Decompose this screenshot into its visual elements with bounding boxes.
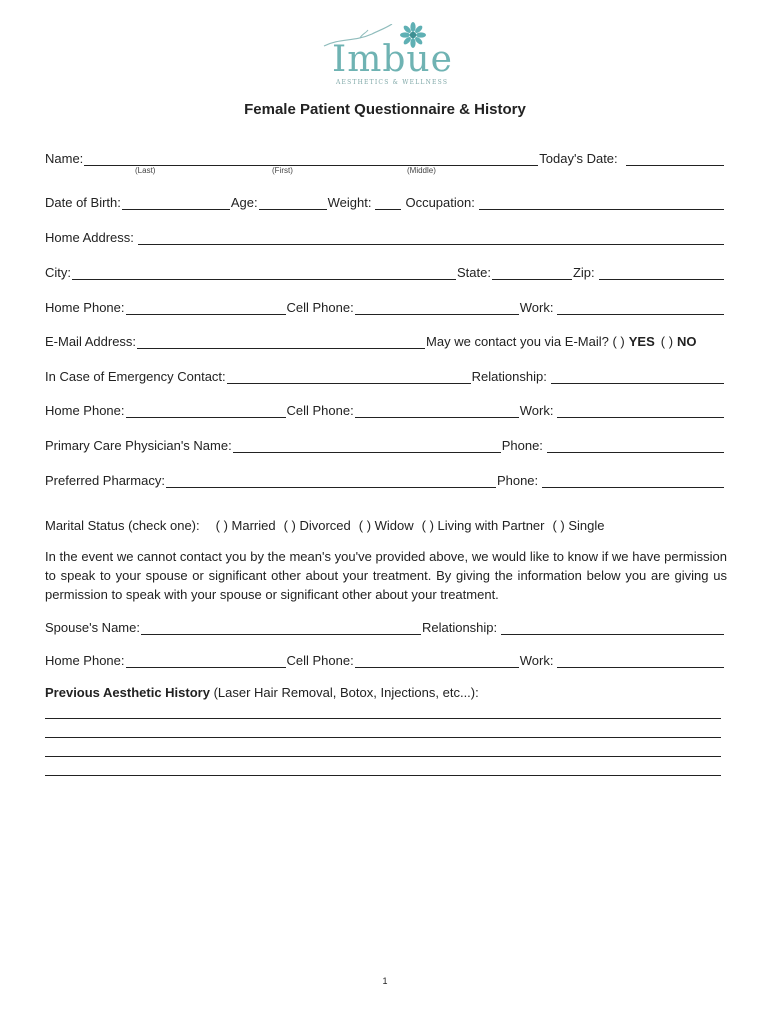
marital-status-row: [45, 513, 725, 533]
phone-row-emergency: [45, 398, 725, 418]
logo-wordmark: Imbue: [332, 39, 453, 80]
cell-phone-field[interactable]: [355, 300, 519, 315]
phone-row-spouse: [45, 648, 725, 668]
emergency-relationship-label: Relationship:: [471, 369, 547, 384]
dob-label: Date of Birth:: [45, 195, 121, 210]
home-phone-label: Home Phone:: [45, 403, 125, 418]
imbue-logo: [320, 22, 453, 88]
physician-row: [45, 433, 725, 453]
email-yes-option[interactable]: YES: [628, 334, 655, 349]
history-line-4[interactable]: [45, 775, 721, 776]
city-label: City:: [45, 265, 71, 280]
page-number: 1: [382, 976, 388, 986]
aesthetic-history-heading: [45, 685, 721, 700]
spouse-relationship-label: Relationship:: [421, 620, 498, 635]
name-label: Name:: [45, 151, 84, 166]
email-field[interactable]: [137, 334, 425, 349]
marital-option-widow[interactable]: ( ) Widow: [358, 518, 414, 533]
dob-field[interactable]: [122, 195, 230, 210]
state-field[interactable]: [492, 265, 572, 280]
email-consent-question: May we contact you via E-Mail? ( ): [426, 334, 625, 349]
age-field[interactable]: [259, 195, 327, 210]
name-row: [45, 146, 725, 166]
zip-field[interactable]: [599, 265, 724, 280]
home-phone-label: Home Phone:: [45, 653, 125, 668]
city-row: [45, 260, 725, 280]
email-no-option[interactable]: NO: [677, 334, 697, 349]
home-phone-field[interactable]: [126, 403, 286, 418]
home-address-field[interactable]: [138, 230, 724, 245]
spouse-row: [45, 615, 725, 635]
phone-row-patient: [45, 295, 725, 315]
spouse-name-field[interactable]: [141, 620, 421, 635]
physician-label: Primary Care Physician's Name:: [45, 438, 232, 453]
aesthetic-history-label: Previous Aesthetic History: [45, 685, 210, 700]
history-line-2[interactable]: [45, 737, 721, 738]
emergency-contact-label: In Case of Emergency Contact:: [45, 369, 226, 384]
home-phone-label: Home Phone:: [45, 300, 125, 315]
city-field[interactable]: [72, 265, 456, 280]
state-label: State:: [457, 265, 491, 280]
cell-phone-label: Cell Phone:: [286, 403, 354, 418]
home-phone-field[interactable]: [126, 300, 286, 315]
page-title: Female Patient Questionnaire & History: [244, 101, 526, 118]
occupation-field[interactable]: [479, 195, 724, 210]
todays-date-label: Today's Date:: [539, 151, 618, 166]
zip-label: Zip:: [572, 265, 595, 280]
occupation-label: Occupation:: [405, 195, 475, 210]
physician-phone-field[interactable]: [547, 438, 724, 453]
home-address-label: Home Address:: [45, 230, 134, 245]
email-row: [45, 329, 725, 349]
birth-row: [45, 190, 725, 210]
weight-field[interactable]: [375, 195, 401, 210]
marital-option-married[interactable]: ( ) Married: [215, 518, 276, 533]
pharmacy-phone-label: Phone:: [496, 473, 539, 488]
emergency-relationship-field[interactable]: [551, 369, 724, 384]
work-phone-label: Work:: [519, 403, 554, 418]
marital-option-divorced[interactable]: ( ) Divorced: [283, 518, 351, 533]
work-phone-label: Work:: [519, 653, 554, 668]
history-line-1[interactable]: [45, 718, 721, 719]
emergency-row: [45, 364, 725, 384]
work-phone-label: Work:: [519, 300, 554, 315]
name-field[interactable]: [84, 151, 538, 166]
marital-status-label: Marital Status (check one):: [45, 518, 200, 533]
pharmacy-label: Preferred Pharmacy:: [45, 473, 165, 488]
first-sublabel: (First): [272, 166, 293, 175]
aesthetic-history-hint: (Laser Hair Removal, Botox, Injections, etc...):: [209, 685, 479, 700]
physician-field[interactable]: [233, 438, 501, 453]
cell-phone-label: Cell Phone:: [286, 653, 354, 668]
spouse-name-label: Spouse's Name:: [45, 620, 140, 635]
pharmacy-field[interactable]: [166, 473, 496, 488]
todays-date-field[interactable]: [626, 151, 724, 166]
permission-paragraph: In the event we cannot contact you by the mean's you've provided above, we would like to know if we have permission to speak to your spouse or significant other about your treatment. By giving the information below you are giving us permission to speak with your spouse or significant other about your treatment.: [45, 549, 727, 602]
logo-tagline: AESTHETICS & WELLNESS: [336, 79, 449, 86]
last-sublabel: (Last): [135, 166, 156, 175]
cell-phone-field[interactable]: [355, 403, 519, 418]
cell-phone-field[interactable]: [355, 653, 519, 668]
marital-option-living-with-partner[interactable]: ( ) Living with Partner: [421, 518, 545, 533]
work-phone-field[interactable]: [557, 653, 724, 668]
physician-phone-label: Phone:: [501, 438, 543, 453]
work-phone-field[interactable]: [557, 403, 724, 418]
work-phone-field[interactable]: [557, 300, 724, 315]
history-line-3[interactable]: [45, 756, 721, 757]
home-phone-field[interactable]: [126, 653, 286, 668]
marital-option-single[interactable]: ( ) Single: [552, 518, 605, 533]
age-label: Age:: [230, 195, 258, 210]
email-no-checkbox[interactable]: ( ): [660, 334, 674, 349]
email-label: E-Mail Address:: [45, 334, 137, 349]
middle-sublabel: (Middle): [407, 166, 436, 175]
cell-phone-label: Cell Phone:: [286, 300, 354, 315]
pharmacy-phone-field[interactable]: [542, 473, 724, 488]
address-row: [45, 225, 725, 245]
weight-label: Weight:: [327, 195, 372, 210]
emergency-contact-field[interactable]: [227, 369, 471, 384]
pharmacy-row: [45, 468, 725, 488]
spouse-relationship-field[interactable]: [501, 620, 724, 635]
